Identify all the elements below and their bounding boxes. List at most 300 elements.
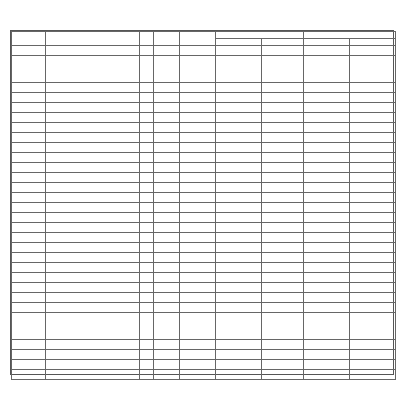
table-cell — [154, 273, 180, 283]
table-cell — [12, 340, 46, 350]
table-cell — [262, 213, 304, 223]
table-cell — [262, 56, 304, 83]
table-cell — [262, 153, 304, 163]
table-cell — [262, 223, 304, 233]
table-cell — [46, 183, 140, 193]
table-cell — [350, 173, 396, 183]
column-header — [180, 32, 216, 46]
table-cell — [154, 56, 180, 83]
table-cell — [140, 370, 154, 380]
table-cell — [46, 233, 140, 243]
table-cell — [12, 123, 46, 133]
table-cell — [46, 370, 140, 380]
table-cell — [180, 313, 216, 340]
table-cell — [304, 313, 350, 340]
table-row — [12, 123, 396, 133]
table-cell — [46, 143, 140, 153]
table-cell — [154, 340, 180, 350]
table-cell — [46, 283, 140, 293]
table-cell — [350, 233, 396, 243]
table-cell — [216, 283, 262, 293]
table-row — [12, 193, 396, 203]
table-cell — [262, 313, 304, 340]
table-cell — [154, 113, 180, 123]
table-cell — [262, 46, 304, 56]
table-cell — [180, 133, 216, 143]
table-cell — [180, 340, 216, 350]
table-cell — [350, 243, 396, 253]
table-cell — [140, 193, 154, 203]
table-cell — [304, 233, 350, 243]
table-cell — [350, 283, 396, 293]
table-cell — [216, 133, 262, 143]
table-cell — [262, 193, 304, 203]
table-cell — [46, 103, 140, 113]
table-cell — [12, 303, 46, 313]
table-cell — [262, 350, 304, 360]
table-cell — [140, 133, 154, 143]
table-cell — [140, 83, 154, 93]
table-cell — [180, 243, 216, 253]
table-cell — [350, 340, 396, 350]
table-cell — [350, 253, 396, 263]
table-cell — [262, 143, 304, 153]
table-cell — [46, 223, 140, 233]
column-header — [46, 32, 140, 46]
column-subheader — [216, 39, 262, 46]
table-cell — [350, 163, 396, 173]
table-cell — [304, 83, 350, 93]
column-group-header — [216, 32, 304, 39]
table-cell — [46, 56, 140, 83]
table-cell — [262, 173, 304, 183]
table-cell — [12, 370, 46, 380]
table-cell — [12, 203, 46, 213]
table-cell — [350, 350, 396, 360]
table-cell — [262, 103, 304, 113]
table-cell — [180, 350, 216, 360]
table-cell — [216, 123, 262, 133]
table-cell — [350, 133, 396, 143]
table-cell — [216, 293, 262, 303]
table-cell — [262, 273, 304, 283]
table-row — [12, 203, 396, 213]
table-cell — [180, 143, 216, 153]
table-cell — [216, 203, 262, 213]
table-cell — [216, 243, 262, 253]
table-cell — [140, 273, 154, 283]
table-cell — [46, 173, 140, 183]
table-row — [12, 133, 396, 143]
table-cell — [12, 263, 46, 273]
table-row — [12, 360, 396, 370]
table-cell — [216, 93, 262, 103]
table-cell — [304, 93, 350, 103]
table-cell — [154, 243, 180, 253]
table-cell — [154, 370, 180, 380]
table-cell — [46, 93, 140, 103]
table-row — [12, 293, 396, 303]
table-cell — [154, 213, 180, 223]
table-row — [12, 56, 396, 83]
table-cell — [216, 193, 262, 203]
table-cell — [262, 370, 304, 380]
table-cell — [180, 360, 216, 370]
column-subheader — [350, 39, 396, 46]
table-cell — [46, 350, 140, 360]
table-cell — [180, 213, 216, 223]
table-cell — [154, 203, 180, 213]
table-row — [12, 273, 396, 283]
table-cell — [216, 163, 262, 173]
table-cell — [46, 360, 140, 370]
table-cell — [12, 283, 46, 293]
table-row — [12, 153, 396, 163]
table-cell — [262, 263, 304, 273]
table-cell — [262, 93, 304, 103]
table-cell — [304, 113, 350, 123]
table-cell — [46, 133, 140, 143]
table-cell — [154, 163, 180, 173]
table-cell — [140, 163, 154, 173]
table-cell — [140, 303, 154, 313]
column-header — [12, 32, 46, 46]
table-cell — [46, 123, 140, 133]
table-cell — [154, 293, 180, 303]
table-cell — [46, 193, 140, 203]
table-cell — [216, 370, 262, 380]
table-cell — [304, 223, 350, 233]
column-header — [140, 32, 154, 46]
table-cell — [262, 83, 304, 93]
table-cell — [12, 193, 46, 203]
table-cell — [154, 123, 180, 133]
table-cell — [12, 313, 46, 340]
table-cell — [304, 133, 350, 143]
table-cell — [12, 153, 46, 163]
table-cell — [140, 93, 154, 103]
table-cell — [154, 360, 180, 370]
table-cell — [140, 313, 154, 340]
table-cell — [154, 183, 180, 193]
table-cell — [140, 113, 154, 123]
table-cell — [350, 313, 396, 340]
table-cell — [154, 233, 180, 243]
table-cell — [180, 46, 216, 56]
table-row — [12, 340, 396, 350]
table-cell — [154, 303, 180, 313]
table-row — [12, 303, 396, 313]
table-cell — [350, 113, 396, 123]
table-cell — [46, 273, 140, 283]
table-cell — [216, 233, 262, 243]
table-cell — [216, 313, 262, 340]
table-cell — [304, 350, 350, 360]
table-row — [12, 370, 396, 380]
table-cell — [46, 46, 140, 56]
table-cell — [350, 303, 396, 313]
table-cell — [216, 263, 262, 273]
table-cell — [216, 253, 262, 263]
table-cell — [140, 173, 154, 183]
table-cell — [46, 303, 140, 313]
table-cell — [350, 360, 396, 370]
table-cell — [180, 173, 216, 183]
table-cell — [350, 83, 396, 93]
table-cell — [140, 103, 154, 113]
table-cell — [140, 350, 154, 360]
table-cell — [46, 243, 140, 253]
table-cell — [304, 370, 350, 380]
table-cell — [350, 183, 396, 193]
column-group-header — [304, 32, 396, 39]
table-cell — [154, 153, 180, 163]
table-cell — [304, 283, 350, 293]
table-cell — [46, 213, 140, 223]
table-cell — [262, 303, 304, 313]
table-cell — [180, 293, 216, 303]
table-row — [12, 313, 396, 340]
table-cell — [216, 56, 262, 83]
table-cell — [12, 173, 46, 183]
table-cell — [350, 93, 396, 103]
table-cell — [304, 153, 350, 163]
table-row — [12, 93, 396, 103]
table-cell — [304, 163, 350, 173]
table-cell — [304, 173, 350, 183]
table-cell — [216, 360, 262, 370]
table-cell — [262, 233, 304, 243]
table-cell — [12, 83, 46, 93]
table-cell — [350, 143, 396, 153]
table-row — [12, 223, 396, 233]
table-cell — [304, 193, 350, 203]
table-row — [12, 113, 396, 123]
table-row — [12, 243, 396, 253]
table-row — [12, 253, 396, 263]
table-cell — [180, 183, 216, 193]
table-cell — [154, 263, 180, 273]
column-header — [154, 32, 180, 46]
table-cell — [140, 243, 154, 253]
table-row — [12, 213, 396, 223]
table-cell — [46, 163, 140, 173]
table-cell — [12, 103, 46, 113]
table-cell — [154, 103, 180, 113]
table-cell — [46, 253, 140, 263]
table-cell — [140, 183, 154, 193]
table-row — [12, 350, 396, 360]
table-cell — [180, 56, 216, 83]
table-cell — [262, 360, 304, 370]
table-cell — [12, 293, 46, 303]
table-cell — [12, 253, 46, 263]
column-subheader — [304, 39, 350, 46]
table-cell — [154, 173, 180, 183]
table-row — [12, 183, 396, 193]
table-cell — [140, 153, 154, 163]
table-row — [12, 143, 396, 153]
table-cell — [262, 340, 304, 350]
table-cell — [180, 103, 216, 113]
table-cell — [350, 193, 396, 203]
table-cell — [216, 183, 262, 193]
table-cell — [350, 263, 396, 273]
table-cell — [140, 46, 154, 56]
table-cell — [350, 46, 396, 56]
table-cell — [304, 203, 350, 213]
table-cell — [216, 173, 262, 183]
table-cell — [350, 56, 396, 83]
table-row — [12, 103, 396, 113]
table-cell — [46, 83, 140, 93]
table-cell — [180, 113, 216, 123]
table-cell — [180, 283, 216, 293]
table-cell — [350, 223, 396, 233]
table-cell — [262, 283, 304, 293]
table-cell — [140, 56, 154, 83]
table-cell — [216, 303, 262, 313]
table-row — [12, 46, 396, 56]
table-row — [12, 233, 396, 243]
table-cell — [12, 213, 46, 223]
table-cell — [304, 183, 350, 193]
table-cell — [350, 213, 396, 223]
table-cell — [154, 46, 180, 56]
table-cell — [46, 340, 140, 350]
column-subheader — [262, 39, 304, 46]
page-footer — [150, 384, 250, 396]
table-cell — [12, 56, 46, 83]
table-cell — [154, 253, 180, 263]
table-cell — [304, 123, 350, 133]
table-cell — [12, 233, 46, 243]
table-cell — [262, 163, 304, 173]
table-cell — [12, 133, 46, 143]
table-row — [12, 83, 396, 93]
table-cell — [140, 213, 154, 223]
table-cell — [140, 340, 154, 350]
table-cell — [350, 123, 396, 133]
table-cell — [304, 213, 350, 223]
table-cell — [262, 243, 304, 253]
table-cell — [180, 223, 216, 233]
table-cell — [154, 350, 180, 360]
table-cell — [154, 223, 180, 233]
table-cell — [180, 263, 216, 273]
table-cell — [216, 113, 262, 123]
table-cell — [46, 203, 140, 213]
table-cell — [216, 103, 262, 113]
table-cell — [140, 293, 154, 303]
table-cell — [154, 283, 180, 293]
table-cell — [180, 203, 216, 213]
table-cell — [262, 133, 304, 143]
table-cell — [180, 233, 216, 243]
table-cell — [12, 360, 46, 370]
table-cell — [262, 113, 304, 123]
table-cell — [46, 293, 140, 303]
table-cell — [350, 153, 396, 163]
table-cell — [154, 93, 180, 103]
table-cell — [46, 263, 140, 273]
table-row — [12, 173, 396, 183]
table-cell — [304, 56, 350, 83]
table-cell — [216, 273, 262, 283]
table-cell — [350, 273, 396, 283]
table-cell — [350, 203, 396, 213]
table-cell — [262, 123, 304, 133]
table-cell — [262, 253, 304, 263]
table-cell — [180, 193, 216, 203]
table-cell — [12, 243, 46, 253]
table-cell — [46, 313, 140, 340]
page-title — [230, 14, 390, 26]
table-cell — [154, 313, 180, 340]
table-cell — [216, 153, 262, 163]
table-cell — [140, 233, 154, 243]
table-cell — [140, 123, 154, 133]
table-cell — [304, 103, 350, 113]
table-cell — [262, 183, 304, 193]
table-cell — [140, 253, 154, 263]
table-cell — [12, 273, 46, 283]
table-cell — [304, 273, 350, 283]
table-cell — [262, 293, 304, 303]
table-cell — [12, 183, 46, 193]
table-row — [12, 263, 396, 273]
table-cell — [180, 123, 216, 133]
bill-table-wrapper — [10, 30, 394, 375]
table-cell — [304, 340, 350, 350]
table-cell — [304, 293, 350, 303]
table-cell — [180, 153, 216, 163]
bill-table — [11, 31, 396, 380]
table-cell — [140, 360, 154, 370]
table-cell — [154, 133, 180, 143]
table-cell — [350, 293, 396, 303]
table-cell — [12, 163, 46, 173]
table-row — [12, 283, 396, 293]
table-cell — [12, 46, 46, 56]
table-cell — [180, 83, 216, 93]
table-cell — [12, 143, 46, 153]
table-cell — [216, 213, 262, 223]
table-cell — [140, 223, 154, 233]
table-cell — [350, 103, 396, 113]
table-cell — [140, 203, 154, 213]
table-header-row — [12, 32, 396, 39]
table-cell — [304, 243, 350, 253]
table-cell — [350, 370, 396, 380]
table-cell — [154, 193, 180, 203]
table-cell — [216, 223, 262, 233]
table-cell — [140, 143, 154, 153]
table-cell — [180, 163, 216, 173]
table-cell — [180, 93, 216, 103]
table-cell — [180, 303, 216, 313]
table-cell — [140, 263, 154, 273]
table-cell — [140, 283, 154, 293]
table-cell — [12, 223, 46, 233]
table-row — [12, 163, 396, 173]
table-cell — [12, 350, 46, 360]
table-cell — [304, 253, 350, 263]
table-cell — [262, 203, 304, 213]
table-cell — [304, 263, 350, 273]
table-cell — [304, 360, 350, 370]
table-cell — [180, 273, 216, 283]
